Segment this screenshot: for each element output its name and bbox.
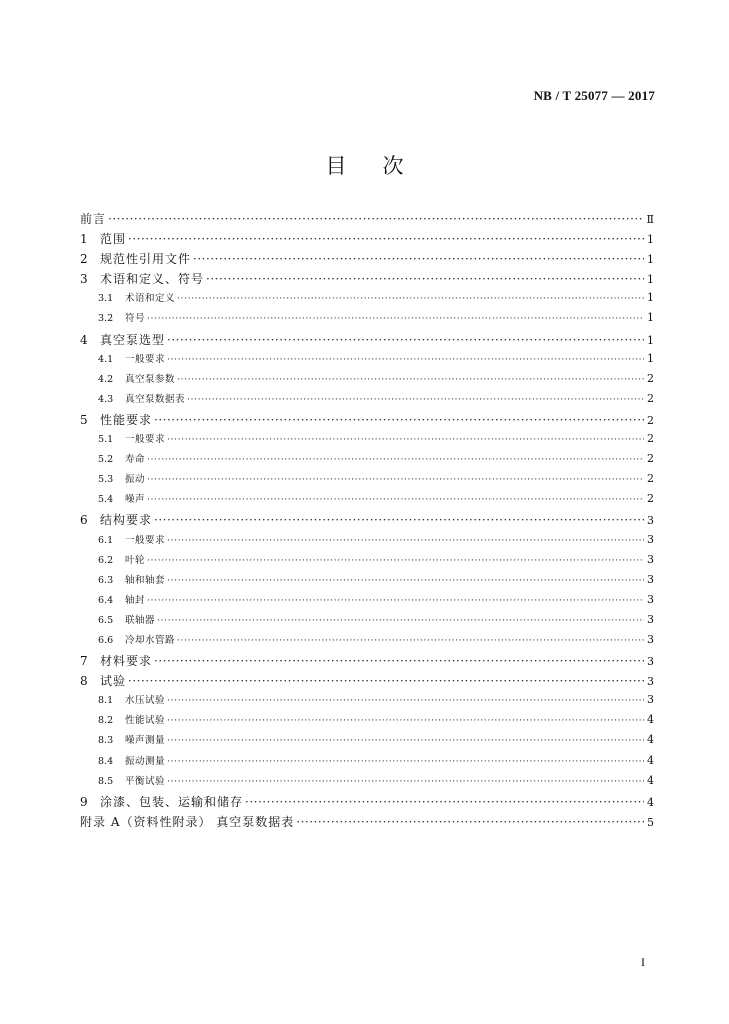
toc-entry[interactable] [80,471,654,491]
toc-entry[interactable] [80,692,654,712]
toc-dot-leader [177,635,644,646]
toc-entry-page: 2 [647,492,654,506]
toc-entry-page: 4 [647,753,654,767]
toc-entry-number: 6 [80,513,88,528]
toc-entry-number: 8.3 [98,735,114,747]
toc-entry-number: 9 [80,794,88,809]
toc-entry-number: 4 [80,332,88,347]
toc-entry-label: 性能试验 [125,715,166,727]
toc-entry[interactable] [80,391,654,411]
toc-entry-number: 8 [80,674,88,689]
toc-entry[interactable] [80,753,654,773]
toc-dot-leader [167,695,644,706]
toc-entry-page: 1 [647,291,654,305]
toc-entry-label: 性能要求 [100,412,153,427]
toc-entry-label: 一般要求 [125,353,166,365]
toc-entry-label: 试验 [100,674,127,689]
toc-entry-page: 1 [647,233,654,247]
toc-entry-label: 水压试验 [125,695,166,707]
toc-dot-leader [108,212,644,226]
toc-entry-label: 结构要求 [100,513,153,528]
toc-entry-number: 8.2 [98,715,114,727]
toc-entry[interactable] [80,290,654,310]
toc-entry-page: 3 [647,655,654,669]
toc-dot-leader [206,272,644,286]
toc-entry-number: 4.3 [98,393,114,405]
toc-entry[interactable] [80,411,654,431]
toc-dot-leader [187,394,644,405]
toc-entry-page: 3 [647,632,654,646]
toc-entry-label: 联轴器 [125,614,156,626]
toc-entry[interactable] [80,511,654,531]
toc-entry-number: 5.3 [98,474,114,486]
toc-dot-leader [167,776,644,787]
toc-entry[interactable] [80,632,654,652]
toc-dot-leader [154,654,644,668]
toc-entry-number: 3 [80,272,88,287]
toc-entry-number: 6.5 [98,614,114,626]
toc-entry[interactable] [80,672,654,692]
toc-entry-page: 5 [647,815,654,829]
toc-entry-number: 1 [80,232,88,247]
toc-entry-number: 5 [80,412,88,427]
toc-entry-page: 3 [647,572,654,586]
toc-entry-number: 2 [80,252,88,267]
toc-entry[interactable] [80,451,654,471]
toc-entry-label: 材料要求 [100,654,153,669]
toc-entry-label: 规范性引用文件 [100,252,192,267]
toc-entry-page: 2 [647,432,654,446]
table-of-contents [80,210,654,833]
toc-entry-label: 噪声 [125,494,146,506]
toc-entry[interactable] [80,793,654,813]
toc-dot-leader [154,413,644,427]
toc-entry-number: 7 [80,654,88,669]
toc-dot-leader [167,434,644,445]
toc-entry-label: 符号 [125,313,146,325]
toc-entry-number: 5.4 [98,494,114,506]
toc-dot-leader [147,555,644,566]
toc-entry-number: 3.1 [98,293,114,305]
toc-entry-label: 前言 [80,212,107,226]
toc-entry[interactable] [80,572,654,592]
toc-entry-number: 5.1 [98,434,114,446]
toc-entry[interactable] [80,250,654,270]
toc-entry-label: 附录 A（资料性附录） 真空泵数据表 [80,814,295,829]
toc-entry-label: 振动 [125,474,146,486]
toc-dot-leader [167,735,644,746]
toc-entry-page: 2 [647,391,654,405]
toc-entry-label: 轴封 [125,594,146,606]
toc-dot-leader [128,674,644,688]
toc-entry[interactable] [80,532,654,552]
toc-entry-page: 3 [647,612,654,626]
toc-entry-label: 轴和轴套 [125,574,166,586]
toc-dot-leader [167,333,644,347]
toc-entry-number: 6.2 [98,554,114,566]
toc-entry-number: 4.1 [98,353,114,365]
toc-dot-leader [167,715,644,726]
toc-entry-number: 3.2 [98,313,114,325]
toc-entry[interactable] [80,230,654,250]
toc-entry[interactable] [80,270,654,290]
toc-entry-label: 范围 [100,232,127,247]
toc-dot-leader [147,595,644,606]
toc-entry[interactable] [80,331,654,351]
toc-entry[interactable] [80,652,654,672]
toc-entry-page: 1 [647,253,654,267]
toc-entry[interactable] [80,773,654,793]
toc-entry-page: 1 [647,273,654,287]
toc-entry-page: 3 [647,552,654,566]
page-number: I [641,955,645,969]
toc-entry-number: 4.2 [98,373,114,385]
page-title: 目次 [325,154,440,178]
toc-entry-label: 冷却水管路 [125,634,176,646]
toc-entry[interactable] [80,712,654,732]
toc-entry-number: 6.3 [98,574,114,586]
toc-dot-leader [177,293,644,304]
toc-dot-leader [147,494,644,505]
toc-entry-number: 5.2 [98,454,114,466]
toc-entry-number: 6.1 [98,534,114,546]
toc-entry-page: 1 [647,311,654,325]
toc-entry[interactable] [80,351,654,371]
toc-dot-leader [147,313,644,324]
toc-entry[interactable] [80,612,654,632]
toc-entry-page: 3 [647,675,654,689]
toc-dot-leader [147,454,644,465]
toc-entry-label: 涂漆、包装、运输和储存 [100,794,244,809]
toc-entry[interactable] [80,552,654,572]
toc-entry-page: 2 [647,413,654,427]
toc-entry-label: 叶轮 [125,554,146,566]
toc-entry-label: 噪声测量 [125,735,166,747]
toc-entry-page: 4 [647,733,654,747]
toc-entry-page: 3 [647,532,654,546]
toc-entry-label: 平衡试验 [125,775,166,787]
toc-entry[interactable] [80,592,654,612]
toc-entry-number: 6.4 [98,594,114,606]
toc-entry-label: 真空泵数据表 [125,393,186,405]
toc-entry-label: 真空泵选型 [100,332,166,347]
toc-entry[interactable] [80,491,654,511]
toc-entry[interactable] [80,813,654,833]
toc-dot-leader [157,615,644,626]
toc-dot-leader [167,535,644,546]
toc-dot-leader [128,232,644,246]
toc-dot-leader [296,815,644,829]
toc-entry-label: 寿命 [125,454,146,466]
toc-entry-page: 4 [647,773,654,787]
toc-entry-label: 术语和定义、符号 [100,272,205,287]
toc-dot-leader [245,795,644,809]
toc-entry[interactable] [80,371,654,391]
toc-entry[interactable] [80,732,654,752]
toc-entry-label: 真空泵参数 [125,373,176,385]
toc-entry[interactable] [80,431,654,451]
toc-dot-leader [154,513,644,527]
toc-entry-number: 6.6 [98,634,114,646]
toc-dot-leader [147,474,644,485]
toc-dot-leader [177,374,644,385]
toc-dot-leader [193,252,644,266]
toc-entry-page: 1 [647,333,654,347]
toc-entry-page: 2 [647,452,654,466]
toc-entry-number: 8.5 [98,775,114,787]
toc-dot-leader [167,575,644,586]
toc-entry-number: 8.1 [98,695,114,707]
toc-entry-page: 2 [647,371,654,385]
toc-entry-page: 4 [647,713,654,727]
toc-entry-label: 术语和定义 [125,293,176,305]
toc-dot-leader [167,354,644,365]
toc-entry-label: 一般要求 [125,434,166,446]
toc-entry-label: 一般要求 [125,534,166,546]
standard-number: NB / T 25077 — 2017 [533,88,655,103]
toc-entry-page: 1 [647,351,654,365]
toc-entry-label: 振动测量 [125,755,166,767]
toc-entry-number: 8.4 [98,755,114,767]
toc-entry-page: 3 [647,592,654,606]
toc-entry-page: Ⅱ [646,213,654,226]
toc-entry-page: 2 [647,472,654,486]
toc-entry[interactable] [80,310,654,330]
toc-entry[interactable] [80,210,654,230]
toc-entry-page: 3 [647,514,654,528]
toc-entry-page: 4 [647,795,654,809]
toc-dot-leader [167,756,644,767]
toc-entry-page: 3 [647,693,654,707]
